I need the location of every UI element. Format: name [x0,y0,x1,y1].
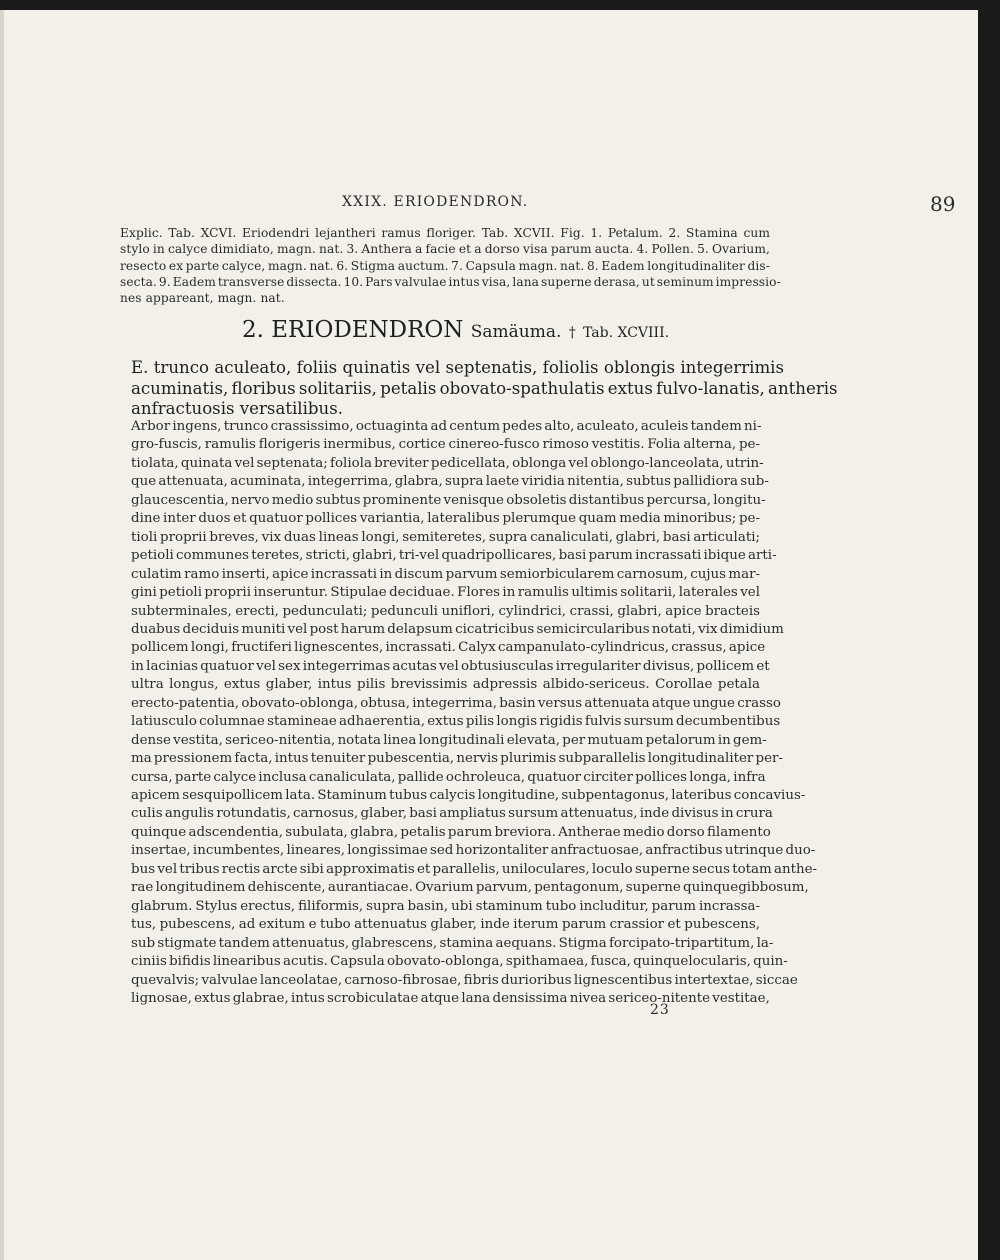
genus-name: ERIODENDRON [271,317,464,343]
explic-line: nes appareant, magn. nat. [120,291,285,306]
desc-line: tioli proprii breves, vix duas lineas longi, semiteretes, supra canaliculati, glabri, basi articulati; [131,529,760,545]
book-page [0,10,978,1260]
desc-line: ciniis bifidis linearibus acutis. Capsula obovato-oblonga, spithamaea, fusca, quinquelocularis, quin- [131,954,788,970]
desc-line: gro-fuscis, ramulis florigeris inermibus, cortice cinereo-fusco rimoso vestitis. Folia alterna, pe- [131,437,760,453]
desc-line: subterminales, erecti, pedunculati; pedunculi uniflori, cylindrici, crassi, glabri, apice bracteis [131,603,760,619]
desc-line: culatim ramo inserti, apice incrassati in discum parvum semiorbicularem carnosum, cujus mar- [131,566,760,582]
desc-line: Arbor ingens, trunco crassissimo, octuaginta ad centum pedes alto, aculeato, aculeis tandem ni- [131,419,762,434]
desc-line: dense vestita, sericeo-nitentia, notata linea longitudinali elevata, per mutuam petalorum in gem- [131,732,767,748]
desc-line: sub stigmate tandem attenuatus, glabrescens, stamina aequans. Stigma forcipato-tripartitum, la- [131,935,774,951]
species-heading [242,317,669,343]
dagger-mark: † [568,325,576,341]
desc-line: pollicem longi, fructiferi lignescentes, incrassati. Calyx campanulato-cylindricus, crassus, apice [131,640,766,656]
desc-line: glaucescentia, nervo medio subtus prominente venisque obsoletis distantibus percursa, longitu- [131,492,766,508]
desc-line: petioli communes teretes, stricti, glabri, tri-vel quadripollicares, basi parum incrassati ibique arti- [131,548,777,564]
diag-line: anfractuosis versatilibus. [131,399,344,418]
plate-reference: Tab. XCVIII. [583,325,670,341]
desc-line: cursa, parte calyce inclusa canaliculata, pallide ochroleuca, quatuor circiter pollices longa, infra [131,769,766,785]
running-header: XXIX. ERIODENDRON. [342,194,529,210]
desc-line: ma pressionem facta, intus tenuiter pubescentia, nervis plurimis subparallelis longitudinaliter per- [131,751,783,767]
desc-line: glabrum. Stylus erectus, filiformis, supra basin, ubi staminum tubo includitur, parum incrassa- [131,898,760,914]
desc-line: tus, pubescens, ad exitum e tubo attenuatus glaber, inde iterum parum crassior et pubescens, [131,917,761,933]
desc-line: culis angulis rotundatis, carnosus, glaber, basi ampliatus sursum attenuatus, inde divisus in crura [131,806,773,822]
desc-line: gini petioli proprii inseruntur. Stipulae deciduae. Flores in ramulis ultimis solitarii, laterales vel [131,585,760,601]
desc-line: quinque adscendentia, subulata, glabra, petalis parum breviora. Antherae medio dorso filamento [131,824,771,840]
desc-line: insertae, incumbentes, lineares, longissimae sed horizontaliter anfractuosae, anfractibus utrinque duo- [131,843,816,859]
diag-line: E. trunco aculeato, foliis quinatis vel septenatis, foliolis oblongis integerrimis [131,358,784,377]
desc-line: in lacinias quatuor vel sex integerrimas acutas vel obtusiusculas irregulariter divisus, pollicem et [131,658,770,674]
desc-line: que attenuata, acuminata, integerrima, glabra, supra laete viridia nitentia, subtus pallidiora sub- [131,474,769,490]
desc-line: rae longitudinem dehiscente, aurantiacae. Ovarium parvum, pentagonum, superne quinquegibbosum, [131,880,809,896]
desc-line: quevalvis; valvulae lanceolatae, carnoso-fibrosae, fibris durioribus lignescentibus intertextae, siccae [131,972,798,988]
desc-line: duabus deciduis muniti vel post harum delapsum cicatricibus semicircularibus notati, vix dimidium [131,621,784,637]
explic-line: stylo in calyce dimidiato, magn. nat. 3. Anthera a facie et a dorso visa parum aucta. 4. Pollen. 5. Ovarium, [120,242,770,257]
page-number: 89 [930,192,956,216]
desc-line: lignosae, extus glabrae, intus scrobiculatae atque lana densissima nivea sericeo-nitente vestitae, [131,990,770,1006]
explic-line: Explic. Tab. XCVI. Eriodendri lejantheri ramus floriger. Tab. XCVII. Fig. 1. Petalum. 2. Stamina cum [120,226,770,240]
species-number: 2. [242,317,264,343]
diag-line: acuminatis, floribus solitariis, petalis obovato-spathulatis extus fulvo-lanatis, antheris [131,378,838,398]
desc-line: erecto-patentia, obovato-oblonga, obtusa, integerrima, basin versus attenuata atque ungue crasso [131,695,781,711]
signature-mark: 23 [650,1002,670,1018]
desc-line: apicem sesquipollicem lata. Staminum tubus calycis longitudine, subpentagonus, lateribus concavius- [131,788,806,803]
species-epithet: Samäuma. [470,322,562,342]
explic-line: resecto ex parte calyce, magn. nat. 6. Stigma auctum. 7. Capsula magn. nat. 8. Eadem longitudinaliter dis- [120,258,770,273]
desc-line: latiusculo columnae stamineae adhaerentia, extus pilis longis rigidis fulvis sursum decumbentibus [131,714,781,730]
desc-line: ultra longus, extus glaber, intus pilis brevissimis adpressis albido-sericeus. Corollae petala [131,677,760,693]
explic-line: secta. 9. Eadem transverse dissecta. 10. Pars valvulae intus visa, lana superne derasa, ut seminum impressio- [120,274,781,289]
desc-line: bus vel tribus rectis arcte sibi approximatis et parallelis, uniloculares, loculo superne secus totam anthe- [131,861,818,877]
desc-line: tiolata, quinata vel septenata; foliola breviter pedicellata, oblonga vel oblongo-lanceolata, utrin- [131,455,764,471]
desc-line: dine inter duos et quatuor pollices variantia, lateralibus plerumque quam media minoribus; pe- [131,511,760,527]
